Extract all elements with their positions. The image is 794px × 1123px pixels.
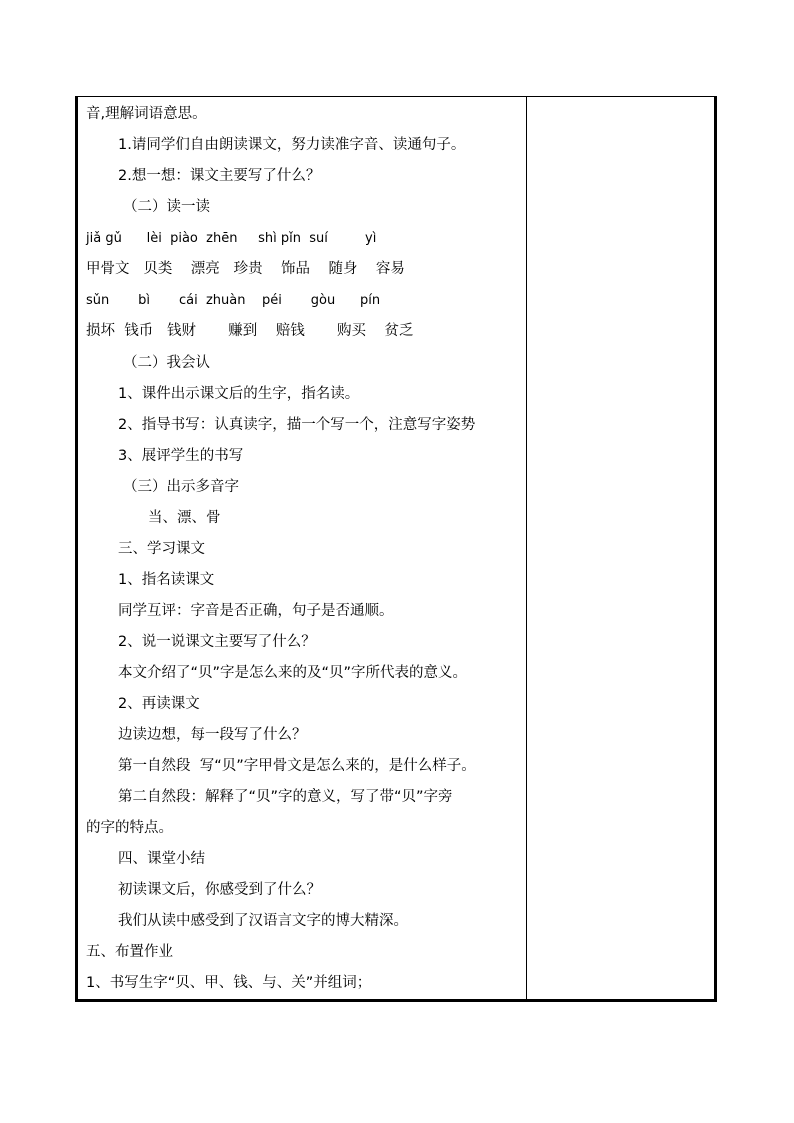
- text-line: 我们从读中感受到了汉语言文字的博大精深。: [118, 913, 408, 929]
- text-line: 2、说一说课文主要写了什么？: [118, 634, 316, 650]
- text-line: 同学互评：字音是否正确，句子是否通顺。: [118, 603, 394, 619]
- text-line: 三、学习课文: [118, 541, 205, 557]
- text-line: 初读课文后，你感受到了什么？: [118, 882, 321, 898]
- text-line: 甲骨文 贝类 漂亮 珍贵 饰品 随身 容易: [86, 261, 405, 277]
- notes-column: [527, 97, 714, 999]
- text-line: （二）读一读: [123, 199, 210, 215]
- text-line: 本文介绍了“贝”字是怎么来的及“贝”字所代表的意义。: [118, 665, 468, 681]
- text-line: 音,理解词语意思。: [86, 106, 207, 122]
- text-line: 四、课堂小结: [118, 851, 205, 867]
- text-line: 损坏 钱币 钱财 赚到 赔钱 购买 贫乏: [86, 323, 414, 339]
- text-line: 五、布置作业: [86, 944, 173, 960]
- text-line: 2.想一想：课文主要写了什么？: [118, 168, 321, 184]
- text-line: 3、展评学生的书写: [118, 448, 244, 464]
- text-line: 的字的特点。: [86, 820, 173, 836]
- text-line: 边读边想，每一段写了什么？: [118, 727, 307, 743]
- pinyin-line: sǔn bì cái zhuàn péi gòu pín: [86, 293, 381, 308]
- lesson-content-column: [78, 97, 526, 999]
- text-line: （二）我会认: [123, 355, 210, 371]
- text-line: 1、指名读课文: [118, 572, 215, 588]
- text-line: 1、书写生字“贝、甲、钱、与、关”并组词；: [86, 975, 372, 991]
- text-line: 当、漂、骨: [148, 510, 221, 526]
- text-line: 第二自然段：解释了“贝”字的意义，写了带“贝”字旁: [118, 789, 453, 805]
- pinyin-line: jiǎ gǔ lèi piào zhēn shì pǐn suí yì: [86, 231, 377, 246]
- text-line: 2、再读课文: [118, 696, 200, 712]
- text-line: 1、课件出示课文后的生字，指名读。: [118, 386, 360, 402]
- text-line: （三）出示多音字: [123, 479, 239, 495]
- lesson-plan-table: [75, 96, 717, 1002]
- text-line: 2、指导书写：认真读字，描一个写一个，注意写字姿势: [118, 417, 476, 433]
- text-line: 1.请同学们自由朗读课文，努力读准字音、读通句子。: [118, 137, 466, 153]
- text-line: 第一自然段 写“贝”字甲骨文是怎么来的，是什么样子。: [118, 758, 476, 774]
